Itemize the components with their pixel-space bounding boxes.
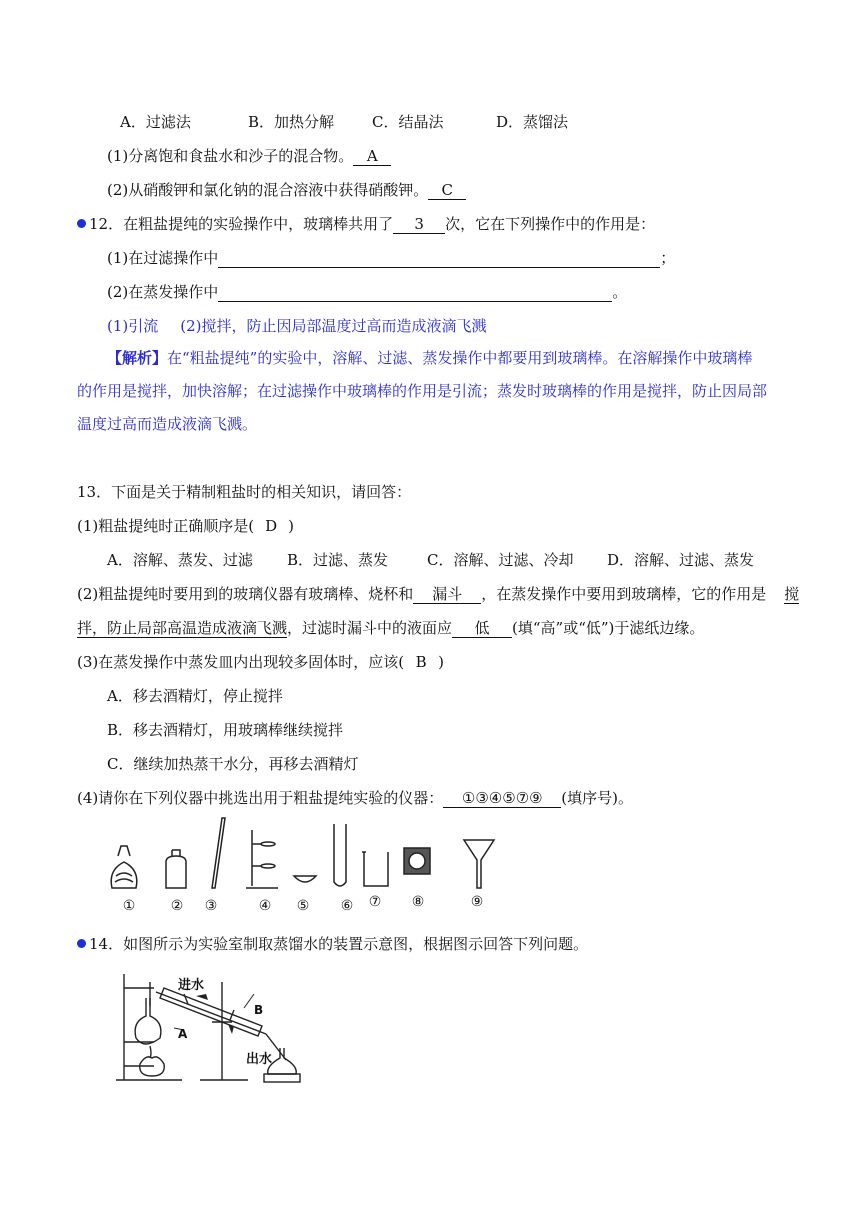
q13-part1-pre: (1)粗盐提纯时正确顺序是( xyxy=(77,517,255,535)
q13-part2-text-d: (填“高”或“低”)于滤纸边缘。 xyxy=(512,619,705,637)
q13-option-d: D．溶解、过滤、蒸发 xyxy=(607,551,755,569)
q13-part4-post: (填序号)。 xyxy=(561,789,633,807)
q13-stem: 13．下面是关于精制粗盐时的相关知识，请回答： xyxy=(77,483,412,501)
q13-part2-answer3: 低 xyxy=(452,619,512,638)
q13-part4 xyxy=(77,788,633,808)
q11-option-a: A．过滤法 xyxy=(120,113,191,131)
q13-part2-text-a: (2)粗盐提纯时要用到的玻璃仪器有玻璃棒、烧杯和 xyxy=(77,585,414,603)
q12-analysis-text1: 在“粗盐提纯”的实验中，溶解、过滤、蒸发操作中都要用到玻璃棒。在溶解操作中玻璃棒 xyxy=(167,349,753,367)
q12-sub2 xyxy=(107,282,627,302)
q13-part2-line1 xyxy=(77,584,799,604)
q13-part1-post: ) xyxy=(288,517,294,535)
evaporating-dish-icon xyxy=(294,876,316,882)
test-tube-icon xyxy=(334,824,346,886)
q13-option-c: C．溶解、过滤、冷却 xyxy=(427,551,574,569)
q13-part4-pre: (4)请你在下列仪器中挑选出用于粗盐提纯实验的仪器： xyxy=(77,789,444,807)
q12-stem-pre: 12．在粗盐提纯的实验操作中，玻璃棒共用了 xyxy=(89,215,394,233)
q12-answers xyxy=(107,316,487,336)
reagent-bottle-icon xyxy=(166,850,186,888)
q11-sub1 xyxy=(107,146,391,166)
q13-part2-answer2a: 搅 xyxy=(784,585,800,603)
q11-option-d: D．蒸馏法 xyxy=(496,113,569,131)
q12-stem-post: 次，它在下列操作中的作用是： xyxy=(445,215,656,233)
apparatus-label-2: ② xyxy=(170,898,184,914)
q13-part2-line2 xyxy=(77,618,704,638)
q13-part3-post: ) xyxy=(438,653,444,671)
q12-sub1-blank xyxy=(218,249,660,268)
q12-stem xyxy=(77,214,655,234)
fig-label-water-in: 进水 xyxy=(178,978,205,993)
arrow-out-icon xyxy=(228,1024,234,1034)
asbestos-net-icon xyxy=(404,848,430,874)
q13-part1-options xyxy=(107,550,754,570)
q12-count: 3 xyxy=(393,215,445,234)
q12-analysis-tag: 【解析】 xyxy=(107,349,168,367)
q13-part2-answer1: 漏斗 xyxy=(413,585,481,604)
q12-analysis-line3: 温度过高而造成液滴飞溅。 xyxy=(77,415,258,433)
q11-sub2 xyxy=(107,180,466,200)
fig-label-water-out: 出水 xyxy=(246,1052,273,1067)
iron-stand-icon xyxy=(246,830,278,888)
apparatus-label-8: ⑧ xyxy=(411,894,425,910)
q11-sub2-answer: C xyxy=(428,181,466,200)
apparatus-label-1: ① xyxy=(122,898,136,914)
q12-answer-1: (1)引流 xyxy=(107,317,159,335)
q13-part3-answer: B xyxy=(415,653,427,671)
glass-rod-icon xyxy=(212,818,225,888)
apparatus-figure xyxy=(100,816,500,894)
q12-analysis-line2: 的作用是搅拌，加快溶解；在过滤操作中玻璃棒的作用是引流；蒸发时玻璃棒的作用是搅拌，防止因局部 xyxy=(77,382,768,400)
q14-stem xyxy=(77,934,588,954)
apparatus-label-5: ⑤ xyxy=(296,898,310,914)
funnel-icon xyxy=(464,840,494,888)
alcohol-lamp-icon xyxy=(111,846,137,888)
q14-stem-text: 14．如图所示为实验室制取蒸馏水的装置示意图，根据图示回答下列问题。 xyxy=(89,935,589,953)
bullet-dot-icon xyxy=(77,219,86,228)
q11-sub1-text: (1)分离饱和食盐水和沙子的混合物。 xyxy=(107,147,354,165)
q13-part3-option-c: C．继续加热蒸干水分，再移去酒精灯 xyxy=(107,755,359,773)
q12-sub2-blank xyxy=(218,283,612,302)
bullet-dot-icon xyxy=(77,939,86,948)
apparatus-label-3: ③ xyxy=(204,898,218,914)
q12-sub1-text: (1)在过滤操作中 xyxy=(107,249,219,267)
q11-sub1-answer: A xyxy=(353,147,391,166)
q13-option-b: B．过滤、蒸发 xyxy=(287,551,389,569)
q13-part2-text-c: ，过滤时漏斗中的液面应 xyxy=(287,619,453,637)
apparatus-label-7: ⑦ xyxy=(368,894,382,910)
apparatus-label-9: ⑨ xyxy=(470,894,484,910)
q13-part3-pre: (3)在蒸发操作中蒸发皿内出现较多固体时，应该( xyxy=(77,653,405,671)
q11-option-c: C．结晶法 xyxy=(372,113,444,131)
fig-label-a: A xyxy=(178,1027,188,1041)
fig-label-b: B xyxy=(254,1003,264,1017)
q12-analysis-line1 xyxy=(107,348,752,368)
q12-answer-2: (2)搅拌，防止因局部温度过高而造成液滴飞溅 xyxy=(180,317,487,335)
q13-part1 xyxy=(77,516,294,536)
q12-sub1-end: ； xyxy=(660,249,676,267)
apparatus-label-6: ⑥ xyxy=(340,898,354,914)
beaker-icon xyxy=(362,852,388,886)
apparatus-label-4: ④ xyxy=(258,898,272,914)
q13-part3-option-b: B．移去酒精灯，用玻璃棒继续搅拌 xyxy=(107,721,344,739)
q13-part3 xyxy=(77,652,444,672)
q12-sub2-end: 。 xyxy=(612,283,628,301)
q13-part3-option-a: A．移去酒精灯，停止搅拌 xyxy=(107,687,283,705)
q13-part2-text-b: ，在蒸发操作中要用到玻璃棒，它的作用是 xyxy=(481,585,767,603)
q11-option-b: B．加热分解 xyxy=(248,113,335,131)
q13-part2-answer2b: 拌，防止局部高温造成液滴飞溅 xyxy=(77,619,288,637)
q12-sub1 xyxy=(107,248,675,268)
q13-part1-answer: D xyxy=(265,517,278,535)
q13-option-a: A．溶解、蒸发、过滤 xyxy=(107,551,253,569)
q13-part4-answer: ①③④⑤⑦⑨ xyxy=(443,789,561,808)
q11-options xyxy=(120,112,568,132)
q11-sub2-text: (2)从硝酸钾和氯化钠的混合溶液中获得硝酸钾。 xyxy=(107,181,429,199)
q12-sub2-text: (2)在蒸发操作中 xyxy=(107,283,219,301)
